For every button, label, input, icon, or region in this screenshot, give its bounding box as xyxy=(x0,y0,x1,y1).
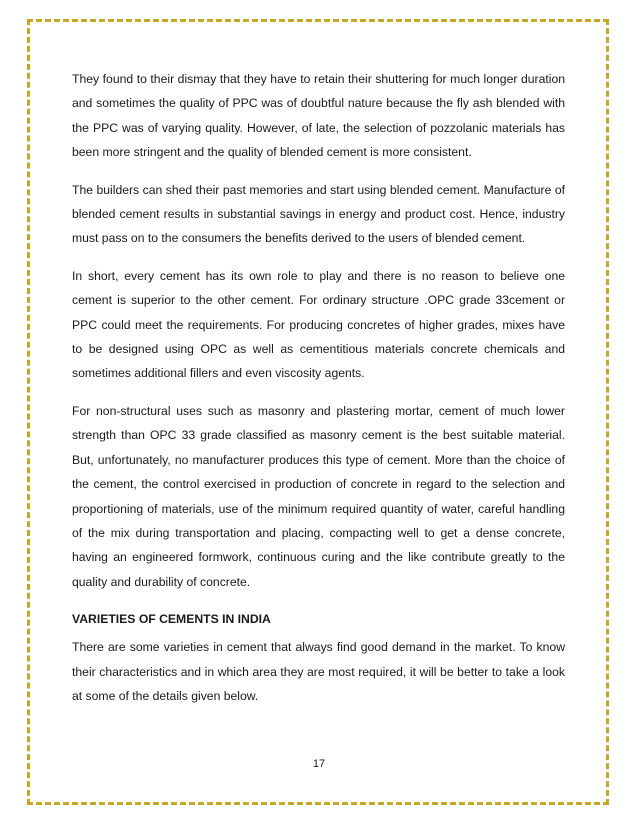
paragraph-dismay: They found to their dismay that they have to retain their shuttering for much longer duration and sometimes the quality of PPC was of doubtful nature because the fly ash blended with the PPC was of varying quality. However, of late, the selection of pozzolanic materials has been more stringent and the quality of blended cement is more consistent. xyxy=(72,72,565,160)
page-number: 17 xyxy=(312,758,326,770)
section-heading: VARIETIES OF CEMENTS IN INDIA xyxy=(72,612,271,627)
paragraph-in-short: In short, every cement has its own role to play and there is no reason to believe one cement is superior to the other cement. For ordinary structure .OPC grade 33cement or PPC could meet the requirements. For producing concretes of higher grades, mixes have to be designed using OPC as well as cementitious materials concrete chemicals and sometimes additional fillers and even viscosity agents. xyxy=(72,268,565,381)
paragraph-varieties: There are some varieties in cement that always find good demand in the market. To know their characteristics and in which area they are most required, it will be better to take a look at some of the details given below. xyxy=(72,640,565,703)
paragraph-non-structural: For non-structural uses such as masonry and plastering mortar, cement of much lower strength than OPC 33 grade classified as masonry cement is the best suitable material. But, unfortunately, no manufacturer produces this type of cement. More than the choice of the cement, the control exercised in production of concrete in regard to the selection and proportioning of materials, use of the minimum required quantity of water, careful handling of the mix during transportation and placing, compacting well to get a dense concrete, having an engineered formwork, continuous curing and the like contribute greatly to the quality and durability of concrete. xyxy=(72,403,565,589)
document-body xyxy=(72,67,565,721)
paragraph-builders: The builders can shed their past memories and start using blended cement. Manufacture of blended cement results in substantial savings in energy and product cost. Hence, industry must pass on to the consumers the benefits derived to the users of blended cement. xyxy=(72,182,565,246)
